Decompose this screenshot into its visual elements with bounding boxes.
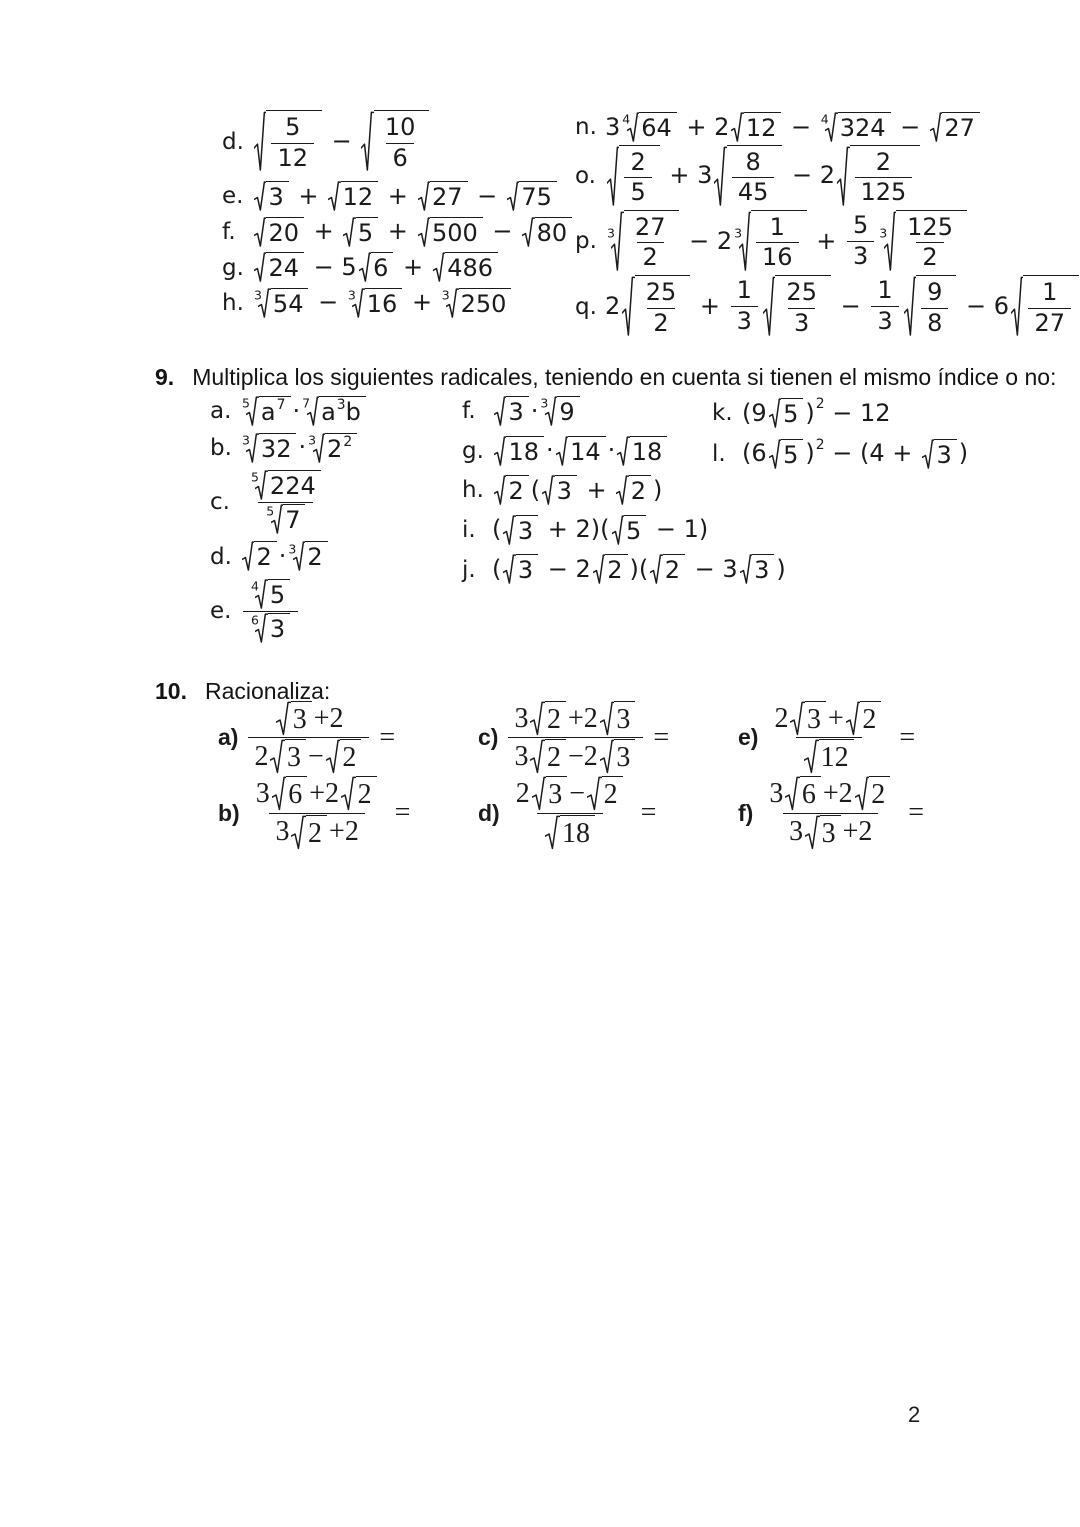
exercise-item-10a [218, 700, 410, 775]
item-label: f. [462, 398, 476, 425]
item-label: e) [738, 724, 759, 751]
math-expression: 3 32 · 3 2 2 [240, 433, 359, 464]
exercise-item-10f [738, 775, 924, 850]
exercise-item-8e [222, 181, 574, 212]
item-label: h. [222, 290, 244, 317]
exercise-9-column-1 [210, 396, 368, 650]
math-expression: $\frac{5}{12}$ − $\frac{10}{6}$ [252, 110, 431, 173]
exercise-item-9k [712, 398, 968, 429]
item-label: g. [222, 254, 244, 281]
exercise-10-number: 10. [155, 678, 187, 704]
item-label: q. [575, 293, 597, 320]
math-expression: 3 6 +2 2 3 2 +2 = [247, 775, 411, 850]
item-label: d. [210, 543, 232, 570]
item-label: e. [210, 598, 232, 625]
item-label: j. [462, 556, 476, 583]
math-expression: 2 3 + 2 12 = [765, 700, 915, 775]
exercise-10-column-3 [738, 700, 924, 851]
exercise-item-8f [222, 217, 574, 248]
math-expression: 3 6 +2 2 3 3 +2 = [760, 775, 924, 850]
math-expression: 2 ( 3 + 2 ) [492, 475, 662, 506]
exercise-8-left-column [222, 110, 574, 324]
exercise-9-header [155, 364, 1056, 391]
math-expression: ( 3 − 2 2 )( 2 − 3 3 ) [492, 554, 786, 585]
exercise-item-9i [462, 515, 786, 546]
exercise-10-title: Racionaliza: [204, 678, 331, 704]
item-label: c. [210, 489, 230, 516]
item-label: k. [712, 400, 733, 427]
math-expression: 2 3 − 2 18 = [507, 775, 657, 850]
math-expression: (6 5 ) 2 − (4 + 3 ) [742, 436, 969, 469]
item-label: a. [210, 398, 232, 425]
exercise-item-9a [210, 396, 368, 427]
math-expression: 2 $\frac{25}{2}$ + $\frac{1}{3}$ $\frac{25}{3}$ − $\frac{1}{3}$ $\frac{9}{8}$ − 6 $\frac{1}{27}$ [605, 275, 1080, 338]
math-expression: 3 · 3 9 [492, 396, 582, 427]
math-expression: 4 5 6 3 [240, 578, 301, 644]
exercise-item-9j [462, 554, 786, 585]
item-label: p. [575, 228, 597, 255]
item-label: n. [575, 114, 597, 141]
item-label: f. [222, 219, 236, 246]
item-label: e. [222, 183, 244, 210]
math-expression: 3 2 +2 3 3 2 −2 3 = [505, 700, 669, 775]
item-label: o. [575, 163, 596, 190]
item-label: i. [462, 517, 476, 544]
math-expression: 2 · 3 2 [240, 541, 330, 572]
item-label: b) [218, 799, 240, 826]
item-label: c) [478, 724, 499, 751]
exercise-item-9c [210, 469, 368, 535]
exercise-item-10e [738, 700, 924, 775]
exercise-item-8n [575, 112, 1080, 143]
exercise-8-right-column [575, 112, 1080, 340]
exercise-item-9d [210, 541, 368, 572]
exercise-item-8p [575, 210, 1080, 273]
exercise-item-8q [575, 275, 1080, 338]
exercise-item-8o [575, 145, 1080, 208]
math-expression: 20 + 5 + 500 − 80 [252, 217, 574, 248]
item-label: l. [712, 440, 726, 467]
math-expression: 24 − 5 6 + 486 [252, 252, 500, 283]
exercise-item-10c [478, 700, 669, 775]
exercise-item-10b [218, 775, 410, 850]
math-expression: 3 +2 2 3 − 2 = [245, 700, 395, 775]
math-expression: 3 54 − 3 16 + 3 250 [252, 288, 513, 319]
item-label: a) [218, 724, 239, 751]
exercise-item-8h [222, 288, 574, 319]
math-expression: 3 4 64 + 2 12 − 4 324 − 27 [605, 112, 982, 143]
item-label: b. [210, 434, 232, 461]
math-expression: (9 5 ) 2 − 12 [742, 396, 891, 428]
exercise-9-number: 9. [155, 364, 175, 390]
exercise-item-9h [462, 475, 786, 506]
item-label: d) [478, 799, 500, 826]
math-expression: $\frac{2}{5}$ + 3 $\frac{8}{45}$ − 2 $\frac{2}{125}$ [605, 145, 922, 208]
math-expression: 5 a 7 · 7 a 3 b [240, 396, 368, 427]
exercise-item-9b [210, 433, 368, 464]
exercise-item-8d [222, 110, 574, 173]
exercise-item-9l [712, 436, 969, 470]
item-label: f) [738, 799, 754, 826]
page-number: 2 [908, 1402, 921, 1427]
math-expression: ( 3 + 2)( 5 − 1) [492, 515, 709, 545]
item-label: d. [222, 128, 244, 155]
item-label: h. [462, 477, 484, 504]
exercise-10-column-2 [478, 700, 669, 851]
exercise-item-10d [478, 775, 669, 850]
math-expression: 3 $\frac{27}{2}$ − 2 3 $\frac{1}{16}$ + $\frac{5}{3}$ 3 $\frac{125}{2}$ [605, 210, 969, 273]
exercise-10-column-1 [218, 700, 410, 851]
exercise-item-9e [210, 578, 368, 644]
exercise-item-8g [222, 252, 574, 283]
math-expression: 5 224 5 7 [240, 469, 332, 535]
exercise-9-title: Multiplica los siguientes radicales, teniendo en cuenta si tienen el mismo índice o no: [192, 364, 1057, 390]
math-expression: 18 · 14 · 18 [492, 436, 669, 467]
item-label: g. [462, 437, 484, 464]
exercise-9-column-3 [712, 398, 968, 479]
math-expression: 3 + 12 + 27 − 75 [252, 181, 559, 212]
